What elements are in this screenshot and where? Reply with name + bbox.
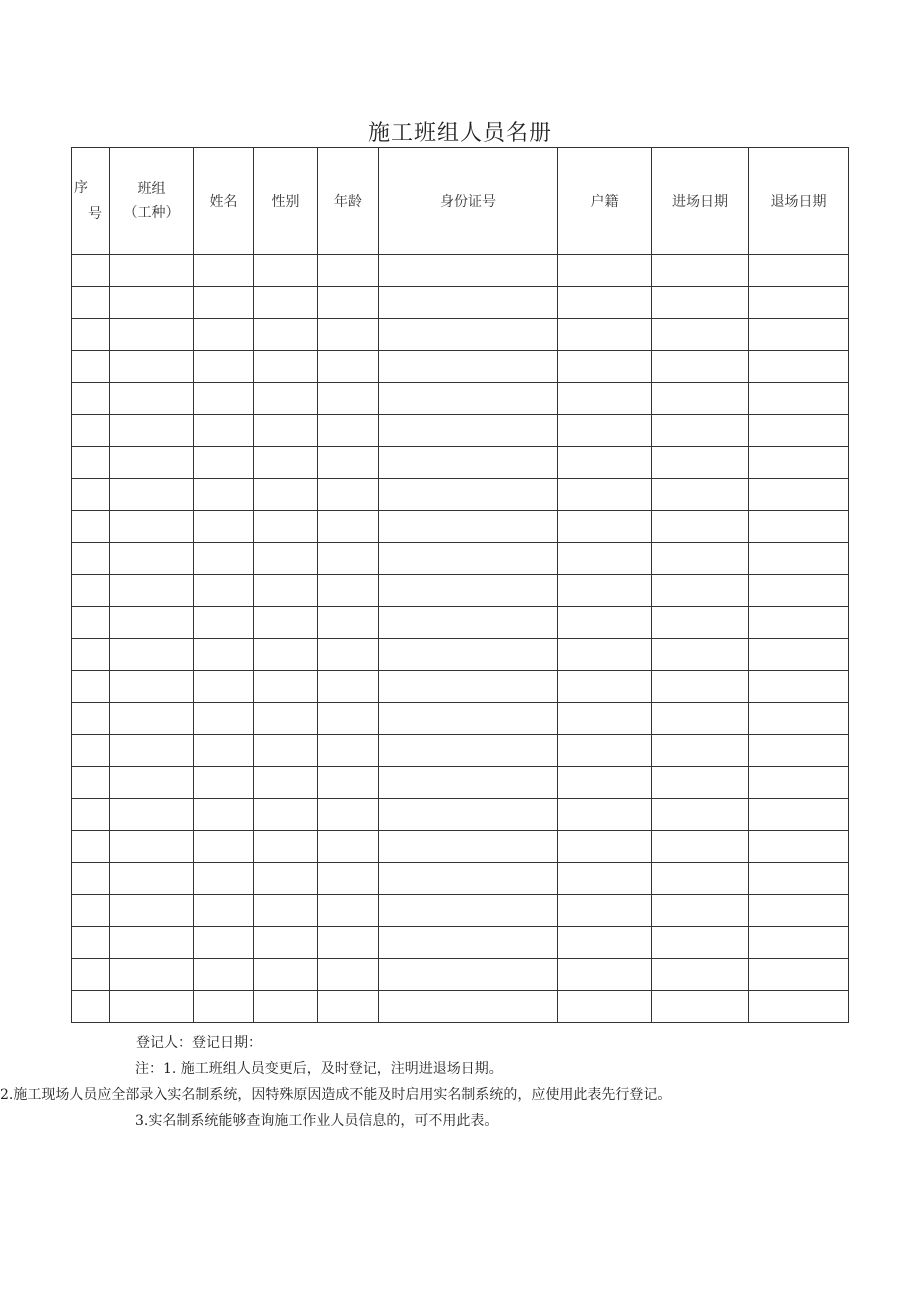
cell-age[interactable]: [318, 543, 379, 575]
cell-exit-date[interactable]: [749, 351, 849, 383]
cell-id-number[interactable]: [379, 991, 558, 1023]
cell-name[interactable]: [194, 607, 254, 639]
document-title: 施工班组人员名册: [367, 121, 552, 146]
cell-id-number[interactable]: [379, 831, 558, 863]
cell-seq[interactable]: [72, 255, 110, 287]
cell-exit-date[interactable]: [749, 479, 849, 511]
cell-team[interactable]: [110, 511, 194, 543]
cell-seq[interactable]: [72, 927, 110, 959]
cell-exit-date[interactable]: [749, 415, 849, 447]
cell-seq[interactable]: [72, 479, 110, 511]
cell-seq[interactable]: [72, 415, 110, 447]
cell-gender[interactable]: [254, 735, 318, 767]
cell-team[interactable]: [110, 767, 194, 799]
cell-age[interactable]: [318, 735, 379, 767]
header-team: [110, 148, 194, 255]
table-row: [72, 287, 849, 319]
cell-household[interactable]: [558, 479, 652, 511]
cell-gender[interactable]: [254, 831, 318, 863]
cell-gender[interactable]: [254, 447, 318, 479]
cell-team[interactable]: [110, 351, 194, 383]
header-exit-date: 退场日期: [749, 148, 849, 255]
cell-exit-date[interactable]: [749, 799, 849, 831]
cell-exit-date[interactable]: [749, 959, 849, 991]
cell-age[interactable]: [318, 415, 379, 447]
cell-id-number[interactable]: [379, 639, 558, 671]
cell-seq[interactable]: [72, 991, 110, 1023]
header-seq-line2: 号: [88, 206, 102, 222]
cell-name[interactable]: [194, 671, 254, 703]
header-entry-date: 进场日期: [652, 148, 749, 255]
cell-team[interactable]: [110, 479, 194, 511]
cell-age[interactable]: [318, 927, 379, 959]
roster-body: [72, 255, 849, 1023]
cell-seq[interactable]: [72, 287, 110, 319]
cell-entry-date[interactable]: [652, 767, 749, 799]
cell-name[interactable]: [194, 767, 254, 799]
cell-exit-date[interactable]: [749, 255, 849, 287]
cell-household[interactable]: [558, 255, 652, 287]
document-footer: [0, 1030, 851, 1134]
cell-id-number[interactable]: [379, 319, 558, 351]
cell-entry-date[interactable]: [652, 991, 749, 1023]
cell-household[interactable]: [558, 639, 652, 671]
cell-id-number[interactable]: [379, 415, 558, 447]
cell-id-number[interactable]: [379, 479, 558, 511]
table-row: [72, 895, 849, 927]
cell-household[interactable]: [558, 863, 652, 895]
cell-gender[interactable]: [254, 479, 318, 511]
cell-exit-date[interactable]: [749, 767, 849, 799]
table-row: [72, 415, 849, 447]
cell-household[interactable]: [558, 799, 652, 831]
cell-entry-date[interactable]: [652, 639, 749, 671]
cell-age[interactable]: [318, 447, 379, 479]
cell-gender[interactable]: [254, 511, 318, 543]
cell-team[interactable]: [110, 831, 194, 863]
table-row: [72, 767, 849, 799]
cell-age[interactable]: [318, 831, 379, 863]
cell-household[interactable]: [558, 351, 652, 383]
cell-name[interactable]: [194, 479, 254, 511]
cell-id-number[interactable]: [379, 255, 558, 287]
cell-seq[interactable]: [72, 447, 110, 479]
cell-seq[interactable]: [72, 351, 110, 383]
cell-id-number[interactable]: [379, 447, 558, 479]
cell-seq[interactable]: [72, 959, 110, 991]
cell-team[interactable]: [110, 703, 194, 735]
cell-team[interactable]: [110, 991, 194, 1023]
table-row: [72, 703, 849, 735]
table-row: [72, 735, 849, 767]
table-row: [72, 383, 849, 415]
cell-name[interactable]: [194, 703, 254, 735]
cell-id-number[interactable]: [379, 607, 558, 639]
cell-gender[interactable]: [254, 575, 318, 607]
cell-entry-date[interactable]: [652, 671, 749, 703]
note-3: 3.实名制系统能够查询施工作业人员信息的，可不用此表。: [135, 1113, 499, 1129]
cell-age[interactable]: [318, 255, 379, 287]
cell-gender[interactable]: [254, 415, 318, 447]
cell-name[interactable]: [194, 863, 254, 895]
table-row: [72, 319, 849, 351]
registrar-line: 登记人：登记日期：: [136, 1035, 262, 1051]
table-row: [72, 991, 849, 1023]
cell-name[interactable]: [194, 511, 254, 543]
cell-entry-date[interactable]: [652, 863, 749, 895]
header-row: [72, 148, 849, 255]
cell-name[interactable]: [194, 447, 254, 479]
cell-entry-date[interactable]: [652, 831, 749, 863]
cell-entry-date[interactable]: [652, 447, 749, 479]
cell-id-number[interactable]: [379, 671, 558, 703]
table-row: [72, 447, 849, 479]
cell-gender[interactable]: [254, 543, 318, 575]
cell-entry-date[interactable]: [652, 511, 749, 543]
cell-entry-date[interactable]: [652, 895, 749, 927]
cell-exit-date[interactable]: [749, 639, 849, 671]
cell-household[interactable]: [558, 927, 652, 959]
cell-id-number[interactable]: [379, 287, 558, 319]
cell-gender[interactable]: [254, 287, 318, 319]
cell-entry-date[interactable]: [652, 735, 749, 767]
cell-team[interactable]: [110, 895, 194, 927]
cell-team[interactable]: [110, 959, 194, 991]
cell-age[interactable]: [318, 671, 379, 703]
cell-gender[interactable]: [254, 607, 318, 639]
table-row: [72, 479, 849, 511]
header-seq: [72, 148, 110, 255]
cell-name[interactable]: [194, 991, 254, 1023]
cell-team[interactable]: [110, 575, 194, 607]
cell-team[interactable]: [110, 543, 194, 575]
cell-exit-date[interactable]: [749, 575, 849, 607]
cell-age[interactable]: [318, 799, 379, 831]
cell-team[interactable]: [110, 607, 194, 639]
cell-name[interactable]: [194, 895, 254, 927]
cell-gender[interactable]: [254, 927, 318, 959]
cell-name[interactable]: [194, 959, 254, 991]
cell-id-number[interactable]: [379, 703, 558, 735]
cell-name[interactable]: [194, 319, 254, 351]
cell-household[interactable]: [558, 831, 652, 863]
cell-exit-date[interactable]: [749, 991, 849, 1023]
cell-age[interactable]: [318, 383, 379, 415]
header-gender: 性别: [254, 148, 318, 255]
cell-id-number[interactable]: [379, 575, 558, 607]
cell-id-number[interactable]: [379, 543, 558, 575]
cell-household[interactable]: [558, 959, 652, 991]
cell-age[interactable]: [318, 959, 379, 991]
cell-name[interactable]: [194, 735, 254, 767]
cell-exit-date[interactable]: [749, 735, 849, 767]
cell-id-number[interactable]: [379, 735, 558, 767]
cell-gender[interactable]: [254, 799, 318, 831]
cell-gender[interactable]: [254, 671, 318, 703]
cell-household[interactable]: [558, 607, 652, 639]
cell-gender[interactable]: [254, 319, 318, 351]
cell-entry-date[interactable]: [652, 607, 749, 639]
cell-name[interactable]: [194, 415, 254, 447]
header-household: 户籍: [558, 148, 652, 255]
cell-household[interactable]: [558, 895, 652, 927]
cell-team[interactable]: [110, 863, 194, 895]
cell-gender[interactable]: [254, 639, 318, 671]
cell-entry-date[interactable]: [652, 703, 749, 735]
cell-exit-date[interactable]: [749, 895, 849, 927]
cell-id-number[interactable]: [379, 895, 558, 927]
cell-team[interactable]: [110, 415, 194, 447]
cell-seq[interactable]: [72, 543, 110, 575]
cell-seq[interactable]: [72, 895, 110, 927]
cell-age[interactable]: [318, 575, 379, 607]
table-row: [72, 511, 849, 543]
cell-entry-date[interactable]: [652, 799, 749, 831]
cell-id-number[interactable]: [379, 959, 558, 991]
cell-household[interactable]: [558, 671, 652, 703]
cell-seq[interactable]: [72, 831, 110, 863]
cell-seq[interactable]: [72, 511, 110, 543]
table-row: [72, 575, 849, 607]
cell-age[interactable]: [318, 511, 379, 543]
cell-exit-date[interactable]: [749, 703, 849, 735]
cell-seq[interactable]: [72, 383, 110, 415]
roster-table: [71, 147, 849, 1023]
cell-age[interactable]: [318, 895, 379, 927]
cell-exit-date[interactable]: [749, 287, 849, 319]
cell-gender[interactable]: [254, 959, 318, 991]
cell-age[interactable]: [318, 287, 379, 319]
cell-age[interactable]: [318, 863, 379, 895]
cell-household[interactable]: [558, 575, 652, 607]
cell-entry-date[interactable]: [652, 479, 749, 511]
table-row: [72, 831, 849, 863]
table-row: [72, 255, 849, 287]
cell-team[interactable]: [110, 671, 194, 703]
cell-gender[interactable]: [254, 767, 318, 799]
cell-household[interactable]: [558, 991, 652, 1023]
cell-household[interactable]: [558, 543, 652, 575]
cell-gender[interactable]: [254, 255, 318, 287]
cell-entry-date[interactable]: [652, 927, 749, 959]
cell-gender[interactable]: [254, 991, 318, 1023]
cell-exit-date[interactable]: [749, 607, 849, 639]
cell-team[interactable]: [110, 287, 194, 319]
cell-seq[interactable]: [72, 703, 110, 735]
cell-age[interactable]: [318, 351, 379, 383]
cell-exit-date[interactable]: [749, 831, 849, 863]
table-row: [72, 671, 849, 703]
cell-exit-date[interactable]: [749, 383, 849, 415]
cell-name[interactable]: [194, 255, 254, 287]
cell-exit-date[interactable]: [749, 927, 849, 959]
cell-household[interactable]: [558, 319, 652, 351]
cell-entry-date[interactable]: [652, 383, 749, 415]
cell-household[interactable]: [558, 287, 652, 319]
table-row: [72, 863, 849, 895]
cell-gender[interactable]: [254, 383, 318, 415]
cell-entry-date[interactable]: [652, 351, 749, 383]
cell-age[interactable]: [318, 703, 379, 735]
cell-name[interactable]: [194, 927, 254, 959]
header-age: 年龄: [318, 148, 379, 255]
cell-entry-date[interactable]: [652, 543, 749, 575]
header-id-number: 身份证号: [379, 148, 558, 255]
cell-team[interactable]: [110, 319, 194, 351]
cell-name[interactable]: [194, 351, 254, 383]
cell-entry-date[interactable]: [652, 287, 749, 319]
cell-entry-date[interactable]: [652, 255, 749, 287]
cell-seq[interactable]: [72, 863, 110, 895]
cell-household[interactable]: [558, 415, 652, 447]
table-row: [72, 959, 849, 991]
cell-age[interactable]: [318, 991, 379, 1023]
table-row: [72, 543, 849, 575]
cell-household[interactable]: [558, 703, 652, 735]
cell-team[interactable]: [110, 799, 194, 831]
cell-team[interactable]: [110, 255, 194, 287]
cell-id-number[interactable]: [379, 767, 558, 799]
cell-entry-date[interactable]: [652, 415, 749, 447]
table-row: [72, 607, 849, 639]
cell-exit-date[interactable]: [749, 863, 849, 895]
cell-team[interactable]: [110, 735, 194, 767]
cell-id-number[interactable]: [379, 511, 558, 543]
cell-age[interactable]: [318, 319, 379, 351]
cell-id-number[interactable]: [379, 799, 558, 831]
cell-team[interactable]: [110, 927, 194, 959]
cell-name[interactable]: [194, 799, 254, 831]
cell-seq[interactable]: [72, 607, 110, 639]
cell-name[interactable]: [194, 575, 254, 607]
cell-age[interactable]: [318, 607, 379, 639]
note-2: 2.施工现场人员应全部录入实名制系统，因特殊原因造成不能及时启用实名制系统的，应使用此表先行登记。: [0, 1087, 672, 1103]
cell-seq[interactable]: [72, 799, 110, 831]
cell-household[interactable]: [558, 447, 652, 479]
cell-household[interactable]: [558, 511, 652, 543]
cell-name[interactable]: [194, 639, 254, 671]
table-row: [72, 927, 849, 959]
cell-seq[interactable]: [72, 671, 110, 703]
cell-seq[interactable]: [72, 735, 110, 767]
cell-entry-date[interactable]: [652, 319, 749, 351]
cell-exit-date[interactable]: [749, 543, 849, 575]
cell-name[interactable]: [194, 543, 254, 575]
header-name: 姓名: [194, 148, 254, 255]
cell-entry-date[interactable]: [652, 575, 749, 607]
cell-name[interactable]: [194, 287, 254, 319]
cell-id-number[interactable]: [379, 383, 558, 415]
cell-exit-date[interactable]: [749, 447, 849, 479]
table-row: [72, 351, 849, 383]
cell-gender[interactable]: [254, 863, 318, 895]
cell-id-number[interactable]: [379, 351, 558, 383]
header-team-line2: （工种）: [123, 205, 180, 221]
header-team-line1: 班组: [137, 181, 166, 197]
table-row: [72, 799, 849, 831]
cell-exit-date[interactable]: [749, 671, 849, 703]
cell-household[interactable]: [558, 767, 652, 799]
cell-gender[interactable]: [254, 895, 318, 927]
cell-exit-date[interactable]: [749, 319, 849, 351]
cell-seq[interactable]: [72, 575, 110, 607]
cell-id-number[interactable]: [379, 863, 558, 895]
cell-gender[interactable]: [254, 351, 318, 383]
cell-gender[interactable]: [254, 703, 318, 735]
note-1: 注：1. 施工班组人员变更后，及时登记，注明进退场日期。: [135, 1061, 503, 1077]
cell-household[interactable]: [558, 383, 652, 415]
cell-team[interactable]: [110, 447, 194, 479]
table-row: [72, 639, 849, 671]
cell-household[interactable]: [558, 735, 652, 767]
cell-name[interactable]: [194, 383, 254, 415]
header-seq-line1: 序: [74, 180, 88, 196]
cell-age[interactable]: [318, 479, 379, 511]
cell-seq[interactable]: [72, 767, 110, 799]
cell-entry-date[interactable]: [652, 959, 749, 991]
cell-team[interactable]: [110, 639, 194, 671]
cell-seq[interactable]: [72, 319, 110, 351]
cell-id-number[interactable]: [379, 927, 558, 959]
cell-age[interactable]: [318, 639, 379, 671]
cell-seq[interactable]: [72, 639, 110, 671]
cell-exit-date[interactable]: [749, 511, 849, 543]
cell-team[interactable]: [110, 383, 194, 415]
cell-age[interactable]: [318, 767, 379, 799]
cell-name[interactable]: [194, 831, 254, 863]
